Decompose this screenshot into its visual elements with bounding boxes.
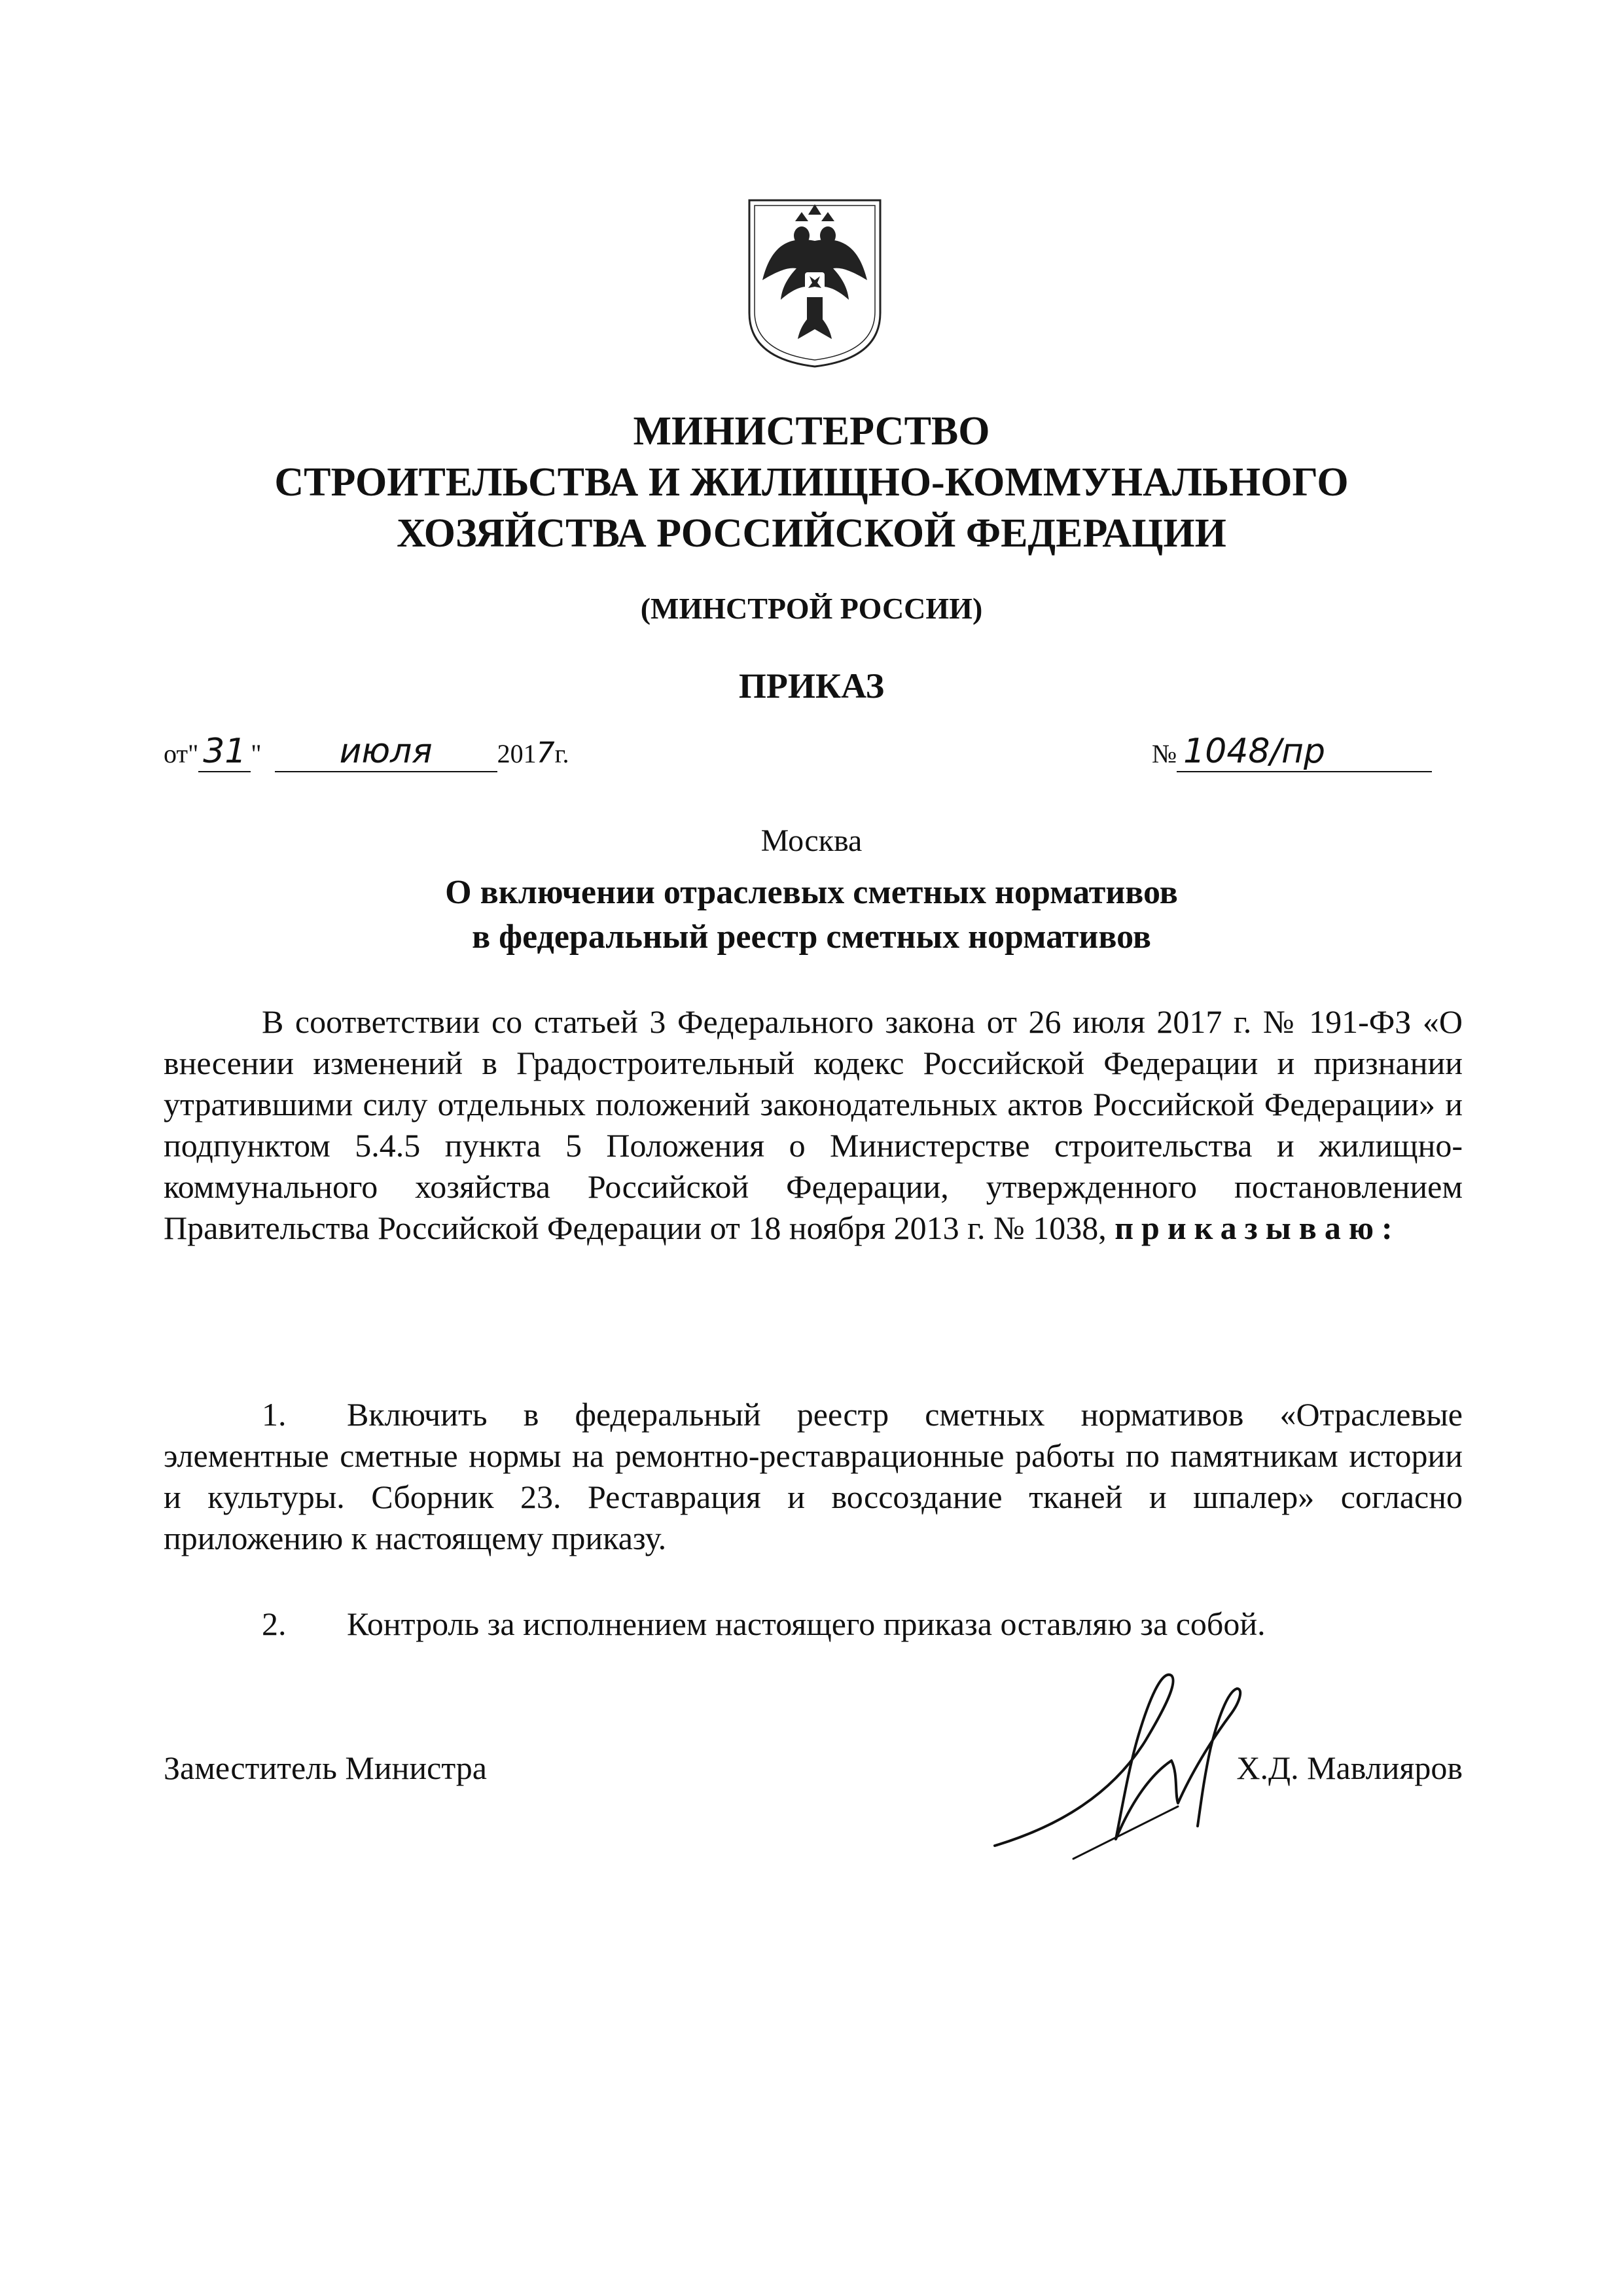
clause-text: Контроль за исполнением настоящего приказа оставляю за собой. — [347, 1605, 1266, 1642]
date-year-suffix: г. — [554, 739, 569, 768]
document-title — [0, 870, 1623, 960]
date-year-handwritten: 7 — [536, 736, 555, 770]
order-word: приказываю: — [1115, 1210, 1400, 1246]
date-day: 31 — [198, 732, 251, 772]
ministry-abbreviation: (МИНСТРОЙ РОССИИ) — [640, 592, 983, 625]
ministry-name-line-1: МИНИСТЕРСТВО — [633, 409, 990, 454]
clause-number: 1. — [262, 1396, 287, 1433]
order-number — [1152, 732, 1432, 774]
order-date — [164, 732, 569, 774]
ministry-name — [0, 406, 1623, 559]
clause-text: Включить в федеральный реестр сметных нормативов «Отраслевые элементные сметные нормы на ремонтно-реставрационные работы по памятникам истории и культуры. Сборник 23. Реставрация и воссоздание тканей и шпалер» согласно приложению к настоящему приказу. — [164, 1396, 1463, 1556]
preamble — [164, 1001, 1463, 1249]
date-prefix: от — [164, 739, 188, 768]
clause-2 — [164, 1604, 1463, 1645]
russian-coat-of-arms-icon — [743, 195, 887, 370]
document-title-line-2: в федеральный реестр сметных нормативов — [472, 918, 1151, 956]
signer-name: Х.Д. Мавлияров — [1236, 1749, 1463, 1786]
signer-position: Заместитель Министра — [164, 1749, 487, 1786]
clause-1 — [164, 1394, 1463, 1559]
number-prefix: № — [1152, 739, 1177, 768]
number-value: 1048/пр — [1177, 732, 1432, 772]
date-close-quote: " — [251, 739, 262, 768]
document-title-line-1: О включении отраслевых сметных нормативов — [445, 874, 1178, 911]
date-year-printed: 201 — [497, 739, 537, 768]
ministry-name-line-3: ХОЗЯЙСТВА РОССИЙСКОЙ ФЕДЕРАЦИИ — [397, 511, 1226, 556]
date-month: июля — [275, 732, 497, 772]
preamble-text: В соответствии со статьей 3 Федерального закона от 26 июля 2017 г. № 191-ФЗ «О внесении изменений в Градостроительный кодекс Российской Федерации и признании утратившими силу отдельных положений законодательных актов Российской Федерации» и подпунктом 5.4.5 пункта 5 Положения о Министерстве строительства и жилищно-коммунального хозяйства Российской Федерации, утвержденного постановлением Правительства Российской Федерации от 18 ноября 2013 г. № 1038, — [164, 1003, 1463, 1246]
clause-number: 2. — [262, 1605, 287, 1642]
city: Москва — [760, 823, 863, 858]
document-type: ПРИКАЗ — [738, 666, 885, 706]
date-open-quote: " — [187, 739, 199, 768]
ministry-name-line-2: СТРОИТЕЛЬСТВА И ЖИЛИЩНО-КОММУНАЛЬНОГО — [274, 460, 1349, 505]
